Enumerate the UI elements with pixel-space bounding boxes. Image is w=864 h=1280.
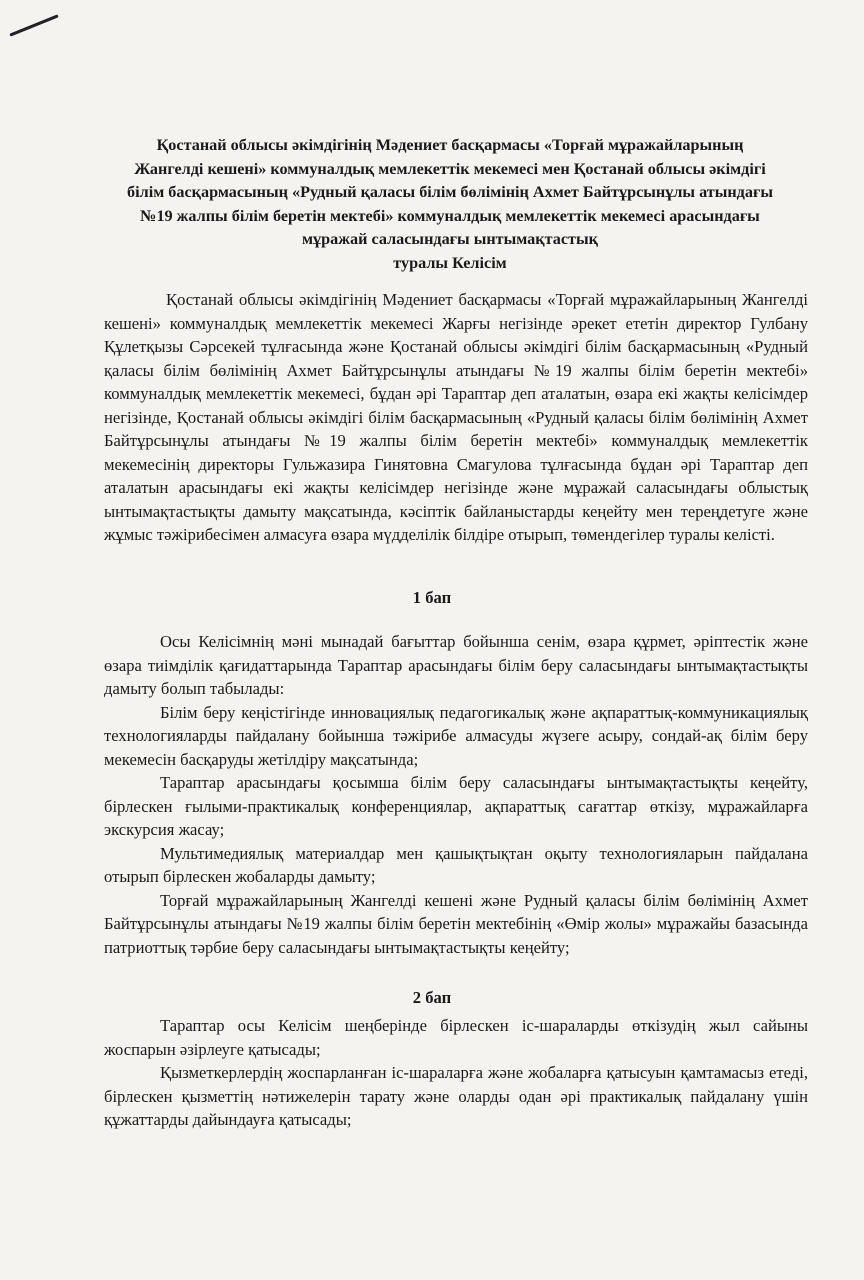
- preamble-block: [104, 288, 808, 547]
- preamble-paragraph: Қостанай облысы әкімдігінің Мәдениет басқармасы «Торғай мұражайларының Жангелді кешені» коммуналдық мемлекеттік мекемесі Жарғы негізінде әрекет ететін директор Гулбану Құлетқызы Сәрсекей тұлғасында және Қостанай облысы әкімдігі білім басқармасының «Рудный қаласы білім бөлімінің Ахмет Байтұрсынұлы атындағы №19 жалпы білім беретін мектебі» коммуналдық мемлекеттік мекемесі, бұдан әрі Тараптар деп аталатын, өзара екі жақты келісімдер негізінде, Қостанай облысы әкімдігі білім басқармасының «Рудный қаласы білім бөлімінің Ахмет Байтұрсынұлы атындағы №19 жалпы білім беретін мектебі» коммуналдық мемлекеттік мекемесінің директоры Гульжазира Гинятовна Смагулова тұлғасында бұдан әрі Тараптар деп аталатын арасындағы екі жақты келісімдер негізінде және мұражай саласындағы облыстық ынтымақтастықты дамыту мақсатында, кәсіптік байланыстарды кеңейту мен тереңдетуге және жұмыс тәжірибесімен алмасуға өзара мүдделілік білдіре отырып, төмендегілер туралы келісті.: [104, 290, 808, 544]
- section-2-heading: 2 бап: [412, 988, 452, 1007]
- section-1-item: Білім беру кеңістігінде инновациялық педагогикалық және ақпараттық-коммуникациялық технологияларды пайдалану бойынша тәжірибе алмасуды жүзеге асыру, сондай-ақ білім беру мекемесін басқаруды жетілдіру мақсатында;: [104, 702, 808, 769]
- title-line: мұражай саласындағы ынтымақтастық: [302, 230, 598, 248]
- section-2-intro: Тараптар осы Келісім шеңберінде бірлескен іс-шараларды өткізудің жыл сайыны жоспарын әзірлеуге қатысады;: [104, 1016, 808, 1059]
- title-line: №19 жалпы білім беретін мектебі» коммуналдық мемлекеттік мекемесі арасындағы: [140, 206, 760, 225]
- section-1-item: Торғай мұражайларының Жангелді кешені және Рудный қаласы білім бөлімінің Ахмет Байтұрсынұлы атындағы №19 жалпы білім беретін мектебінің «Өмір жолы» мұражайы базасында патриоттық тәрбие беру саласындағы ынтымақтастықты кеңейту;: [104, 890, 808, 957]
- section-2-item: Қызметкерлердің жоспарланған іс-шараларға және жобаларға қатысуын қамтамасыз етеді, бірлескен қызметтің нәтижелерін тарату және оларды одан әрі практикалық пайдалану үшін құжаттарды дайындауға қатысады;: [104, 1063, 808, 1129]
- title-line: Қостанай облысы әкімдігінің Мәдениет басқармасы «Торғай мұражайларының: [156, 136, 744, 154]
- pen-mark: [9, 14, 58, 36]
- title-line: білім басқармасының «Рудный қаласы білім бөлімінің Ахмет Байтұрсынұлы атындағы: [127, 183, 773, 201]
- document-title: [100, 134, 800, 275]
- section-2-body: [104, 1014, 808, 1132]
- title-line: туралы Келісім: [393, 253, 507, 272]
- section-1-item: Тараптар арасындағы қосымша білім беру саласындағы ынтымақтастықты кеңейту, бірлескен ғылыми-практикалық конференциялар, ақпараттық сағаттар өткізу, мұражайларға экскурсия жасау;: [104, 773, 808, 839]
- section-1-item: Мультимедиялық материалдар мен қашықтықтан оқыту технологияларын пайдалана отырып бірлескен жобаларды дамыту;: [104, 843, 808, 886]
- section-1-heading: 1 бап: [412, 588, 452, 607]
- section-1-body: [104, 630, 808, 959]
- section-1-intro: Осы Келісімнің мәні мынадай бағыттар бойынша сенім, өзара құрмет, әріптестік және өзара тиімділік қағидаттарында Тараптар арасындағы білім беру саласындағы ынтымақтастықты дамыту болып табылады:: [104, 632, 808, 698]
- title-line: Жангелді кешені» коммуналдық мемлекеттік мекемесі мен Қостанай облысы әкімдігі: [134, 159, 766, 178]
